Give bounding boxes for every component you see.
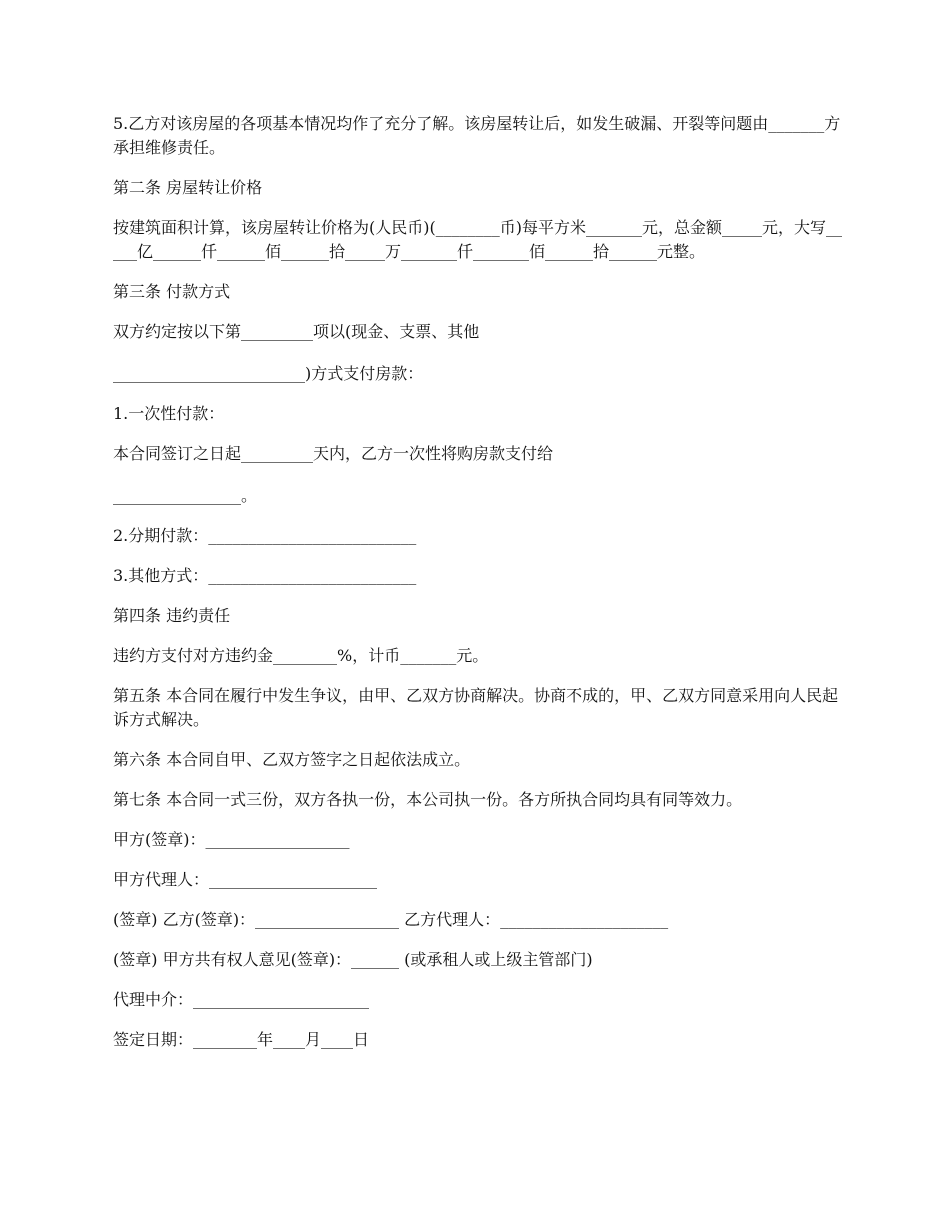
lump-sum-line-1: 本合同签订之日起_________天内，乙方一次性将购房款支付给 — [113, 444, 554, 463]
party-b-signature: (签章) 乙方(签章)：__________________ 乙方代理人：_____________________ — [113, 910, 669, 929]
article-4-heading: 第四条 违约责任 — [113, 606, 231, 625]
clause-5-repair: 5.乙方对该房屋的各项基本情况均作了充分了解。该房屋转让后，如发生破漏、开裂等问题由_______方承担维修责任。 — [113, 114, 841, 157]
price-clause: 按建筑面积计算，该房屋转让价格为(人民币)(________币)每平方米_______元，总金额_____元，大写_____亿______仟______佰______拾_____万_______仟_______佰______拾______元整。 — [113, 218, 842, 261]
installment-line: 2.分期付款：__________________________ — [113, 526, 417, 545]
party-a-signature: 甲方(签章)：__________________ — [113, 830, 350, 849]
payment-method-line-1: 双方约定按以下第_________项以(现金、支票、其他 — [113, 322, 480, 341]
payment-method-line-2: ________________________)方式支付房款： — [113, 364, 424, 383]
agency-line: 代理中介：______________________ — [113, 990, 370, 1009]
document-page — [113, 112, 843, 1068]
article-6: 第六条 本合同自甲、乙双方签字之日起依法成立。 — [113, 750, 471, 769]
penalty-line: 违约方支付对方违约金________%，计币_______元。 — [113, 646, 489, 665]
other-method-line: 3.其他方式：__________________________ — [113, 566, 417, 585]
party-a-agent: 甲方代理人：_____________________ — [113, 870, 378, 889]
sign-date-line: 签定日期：________年____月____日 — [113, 1030, 370, 1049]
article-7: 第七条 本合同一式三份，双方各执一份，本公司执一份。各方所执合同均具有同等效力。 — [113, 790, 743, 809]
article-2-heading: 第二条 房屋转让价格 — [113, 178, 263, 197]
co-owner-opinion: (签章) 甲方共有权人意见(签章)：______ (或承租人或上级主管部门) — [113, 950, 593, 969]
article-5: 第五条 本合同在履行中发生争议，由甲、乙双方协商解决。协商不成的，甲、乙双方同意采用向人民起诉方式解决。 — [113, 686, 839, 729]
lump-sum-heading: 1.一次性付款： — [113, 404, 225, 423]
lump-sum-line-2: ________________。 — [113, 486, 258, 505]
article-3-heading: 第三条 付款方式 — [113, 282, 231, 301]
